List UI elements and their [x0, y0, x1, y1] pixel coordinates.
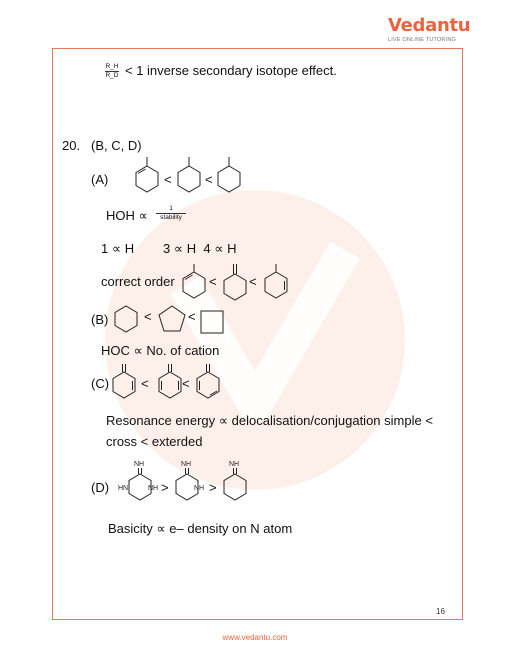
- correct-order-label: correct order: [101, 274, 175, 289]
- hoh-proportional: HOH ∝: [106, 208, 148, 223]
- hydrogen-counts: 1 ∝ H 3 ∝ H 4 ∝ H: [101, 241, 237, 256]
- part-b-structures: [112, 302, 227, 342]
- resonance-line-1: Resonance energy ∝ delocalisation/conjugation simple <: [106, 413, 433, 428]
- part-a-label: (A): [91, 172, 109, 187]
- nh-ring-label-2: NH: [194, 485, 205, 492]
- fraction-numerator: R_H: [105, 63, 119, 70]
- part-c-label: (C): [91, 376, 110, 391]
- part-c-lt-2: <: [182, 376, 190, 391]
- order-lt-1: <: [209, 274, 217, 289]
- stability-fraction: [156, 205, 186, 222]
- part-a-lt-2: <: [205, 172, 213, 187]
- part-d-structures: [114, 458, 254, 508]
- part-b-lt-1: <: [144, 309, 152, 324]
- resonance-line-2: cross < exterded: [106, 434, 203, 449]
- nh-label-1: NH: [134, 461, 145, 468]
- part-d-label: (D): [91, 480, 110, 495]
- part-a-lt-1: <: [164, 172, 172, 187]
- part-c-lt-1: <: [141, 376, 149, 391]
- page-number: 16: [436, 607, 445, 616]
- fraction-denominator: R_D: [105, 72, 119, 79]
- nh-label-2: NH: [181, 461, 192, 468]
- nh-ring-label-1: NH: [148, 485, 159, 492]
- question-number: 20.: [62, 138, 81, 153]
- correct-order-structures: [180, 262, 290, 307]
- part-c-structures: [110, 362, 225, 407]
- logo-wordmark: Vedantu: [388, 15, 471, 36]
- question-answer: (B, C, D): [91, 138, 142, 153]
- hoc-proportional: HOC ∝ No. of cation: [101, 343, 220, 358]
- isotope-effect-text: < 1 inverse secondary isotope effect.: [125, 63, 337, 78]
- logo-tagline: LIVE ONLINE TUTORING: [388, 37, 456, 43]
- part-a-structures: [131, 155, 246, 200]
- part-d-gt-1: >: [161, 480, 169, 495]
- basicity-text: Basicity ∝ e– density on N atom: [108, 521, 293, 536]
- nh-label-3: NH: [229, 461, 240, 468]
- footer-url[interactable]: www.vedantu.com: [222, 633, 288, 642]
- vedantu-logo: [388, 15, 471, 43]
- order-lt-2: <: [249, 274, 257, 289]
- fraction-denominator: stability: [156, 213, 186, 222]
- part-b-label: (B): [91, 312, 109, 327]
- rh-rd-fraction: [105, 63, 119, 80]
- part-d-gt-2: >: [209, 480, 217, 495]
- part-b-lt-2: <: [188, 309, 196, 324]
- hn-label-1: HN: [118, 485, 129, 492]
- fraction-numerator: 1: [169, 205, 173, 212]
